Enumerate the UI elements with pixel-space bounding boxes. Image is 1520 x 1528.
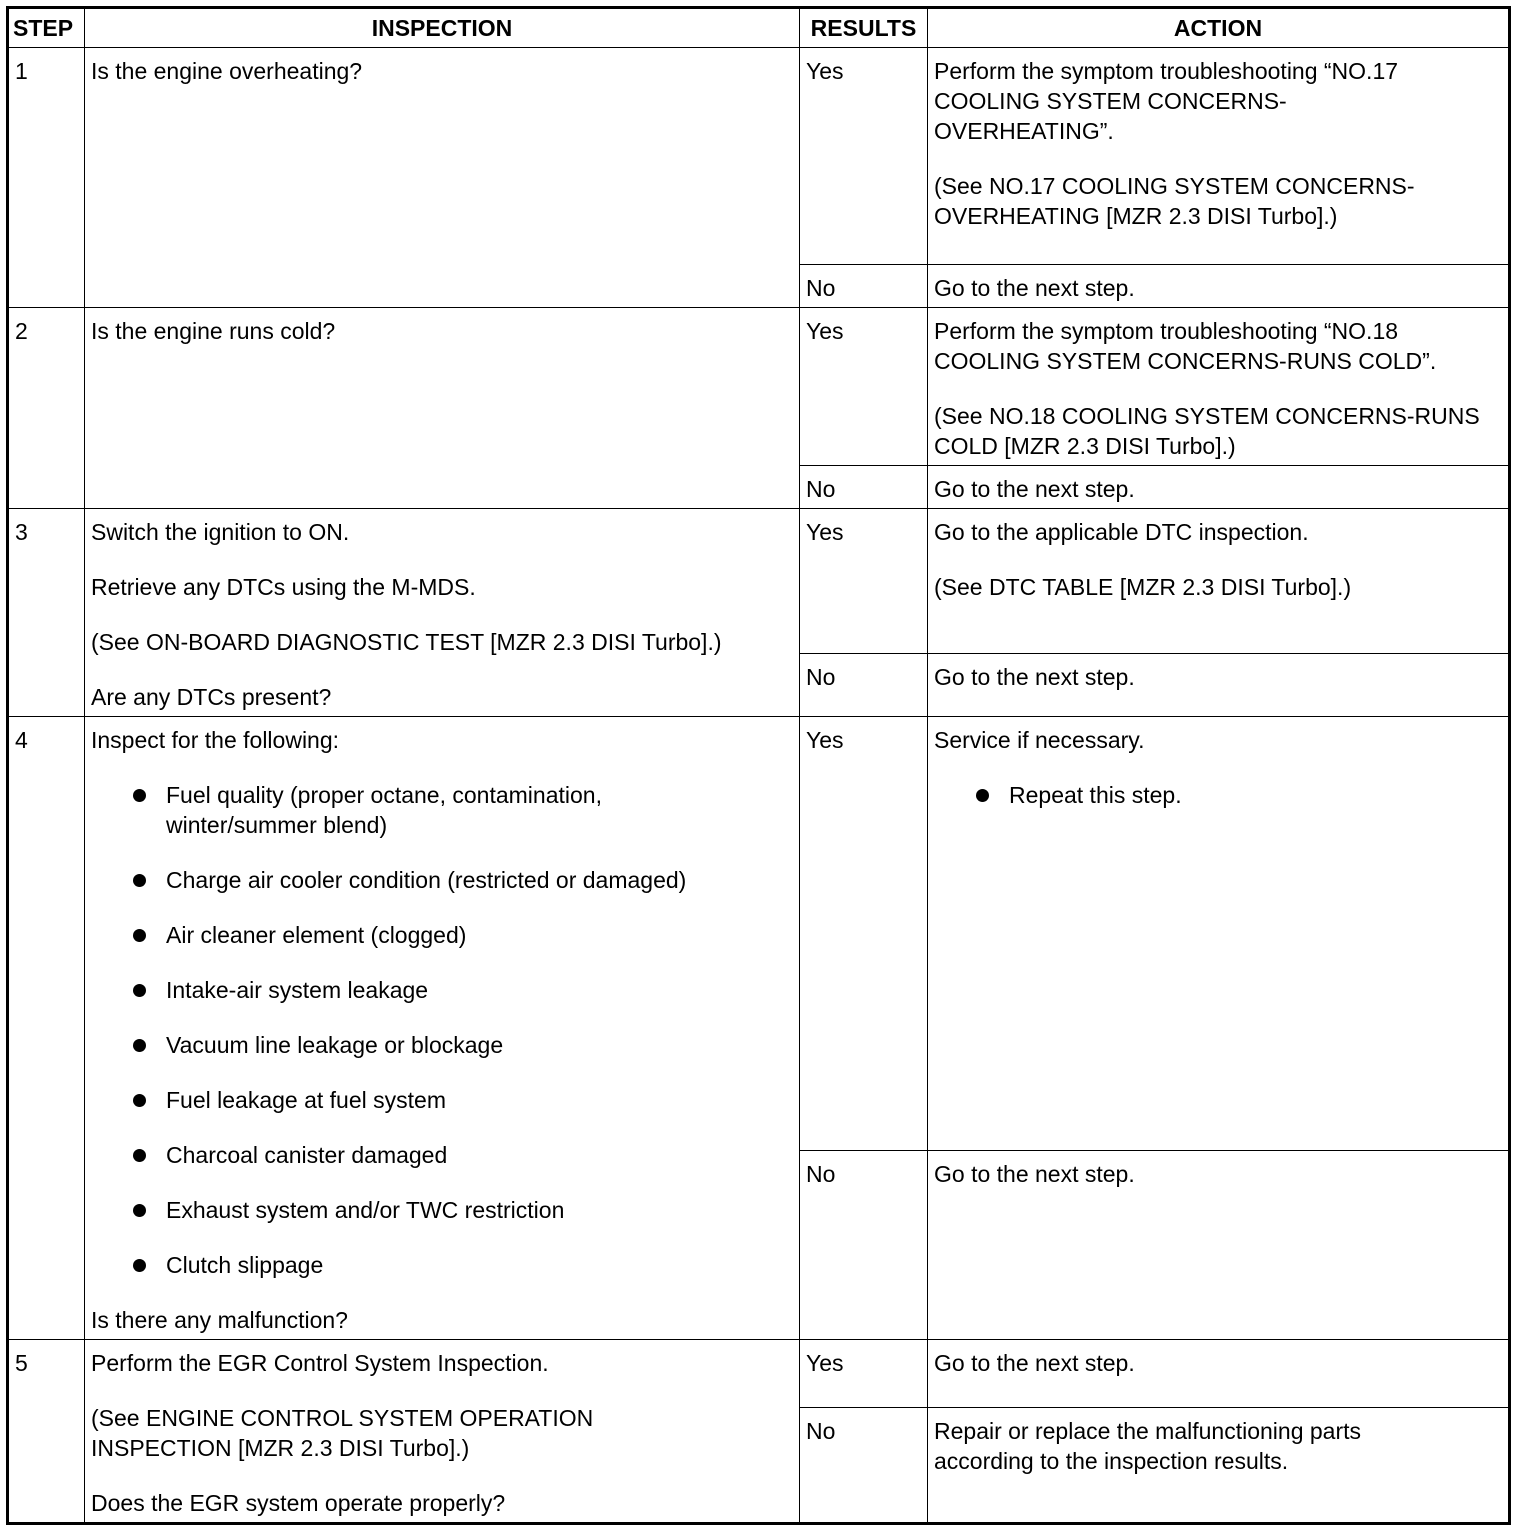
result-no: No [800, 466, 928, 509]
list-item: Clutch slippage [133, 1250, 794, 1280]
inspection-text: Perform the EGR Control System Inspection. [91, 1350, 549, 1376]
action-text: Go to the next step. [934, 1350, 1135, 1376]
list-item: Fuel quality (proper octane, contamination, winter/summer blend) [133, 780, 794, 840]
action-text: Go to the applicable DTC inspection. [934, 519, 1309, 545]
action-text: Service if necessary. [934, 727, 1145, 753]
step-number: 3 [8, 509, 85, 717]
inspection-text: Switch the ignition to ON. [91, 519, 350, 545]
result-no: No [800, 654, 928, 717]
header-results: RESULTS [800, 8, 928, 48]
table-row [8, 48, 1510, 265]
action-text: Go to the next step. [934, 664, 1135, 691]
table-row [8, 509, 1510, 654]
inspection-text: Inspect for the following: [91, 727, 340, 753]
action-cell [928, 1407, 1510, 1523]
list-item: Repeat this step. [976, 780, 1503, 810]
action-text: Go to the next step. [934, 1161, 1135, 1188]
action-text: Go to the next step. [934, 476, 1135, 502]
action-text: Perform the symptom troubleshooting “NO.18 COOLING SYSTEM CONCERNS-RUNS COLD”. [934, 318, 1437, 374]
inspection-cell [85, 308, 800, 509]
header-row [8, 8, 1510, 48]
step-number: 4 [8, 717, 85, 1340]
header-step: STEP [8, 8, 85, 48]
table-row [8, 1340, 1510, 1408]
action-reference: (See NO.18 COOLING SYSTEM CONCERNS-RUNS COLD [MZR 2.3 DISI Turbo].) [934, 403, 1480, 459]
table-row [8, 717, 1510, 1151]
header-inspection: INSPECTION [85, 8, 800, 48]
action-text: Perform the symptom troubleshooting “NO.17 COOLING SYSTEM CONCERNS-OVERHEATING”. [934, 58, 1399, 144]
inspection-text: Is the engine runs cold? [91, 318, 336, 344]
step-number: 1 [8, 48, 85, 308]
action-cell [928, 48, 1510, 265]
action-cell [928, 1151, 1510, 1340]
list-item: Charcoal canister damaged [133, 1140, 794, 1170]
list-item: Fuel leakage at fuel system [133, 1085, 794, 1115]
result-yes: Yes [800, 48, 928, 265]
action-cell [928, 717, 1510, 1151]
step-number: 2 [8, 308, 85, 509]
result-no: No [800, 1151, 928, 1340]
action-cell [928, 654, 1510, 717]
action-cell [928, 466, 1510, 509]
list-item: Vacuum line leakage or blockage [133, 1030, 794, 1060]
inspection-cell [85, 717, 800, 1340]
action-reference: (See DTC TABLE [MZR 2.3 DISI Turbo].) [934, 574, 1352, 600]
inspection-text: Retrieve any DTCs using the M-MDS. [91, 574, 476, 600]
action-reference: (See NO.17 COOLING SYSTEM CONCERNS-OVERHEATING [MZR 2.3 DISI Turbo].) [934, 173, 1415, 229]
table-row [8, 308, 1510, 466]
action-cell [928, 308, 1510, 466]
inspection-cell [85, 1340, 800, 1524]
result-yes: Yes [800, 717, 928, 1151]
inspection-text: Is the engine overheating? [91, 58, 363, 84]
action-cell [928, 265, 1510, 308]
result-no: No [800, 265, 928, 308]
inspection-question: Are any DTCs present? [91, 684, 332, 710]
list-item: Air cleaner element (clogged) [133, 920, 794, 950]
header-action: ACTION [928, 8, 1510, 48]
action-bullet-list [934, 780, 1503, 810]
inspection-question: Is there any malfunction? [91, 1307, 348, 1333]
inspection-question: Does the EGR system operate properly? [91, 1490, 506, 1516]
action-text: Repair or replace the malfunctioning parts according to the inspection results. [934, 1417, 1362, 1474]
result-yes: Yes [800, 308, 928, 466]
step-number: 5 [8, 1340, 85, 1524]
action-text: Go to the next step. [934, 275, 1135, 301]
action-cell [928, 509, 1510, 654]
list-item: Intake-air system leakage [133, 975, 794, 1005]
action-cell [928, 1340, 1510, 1408]
diagnostic-table [6, 6, 1511, 1525]
inspection-reference: (See ON-BOARD DIAGNOSTIC TEST [MZR 2.3 DISI Turbo].) [91, 629, 722, 655]
inspection-cell [85, 509, 800, 717]
inspection-bullet-list [91, 780, 794, 1280]
inspection-reference: (See ENGINE CONTROL SYSTEM OPERATION INSPECTION [MZR 2.3 DISI Turbo].) [91, 1405, 594, 1461]
result-no: No [800, 1407, 928, 1523]
result-yes: Yes [800, 509, 928, 654]
inspection-cell [85, 48, 800, 308]
result-yes: Yes [800, 1340, 928, 1408]
list-item: Charge air cooler condition (restricted or damaged) [133, 865, 794, 895]
list-item: Exhaust system and/or TWC restriction [133, 1195, 794, 1225]
